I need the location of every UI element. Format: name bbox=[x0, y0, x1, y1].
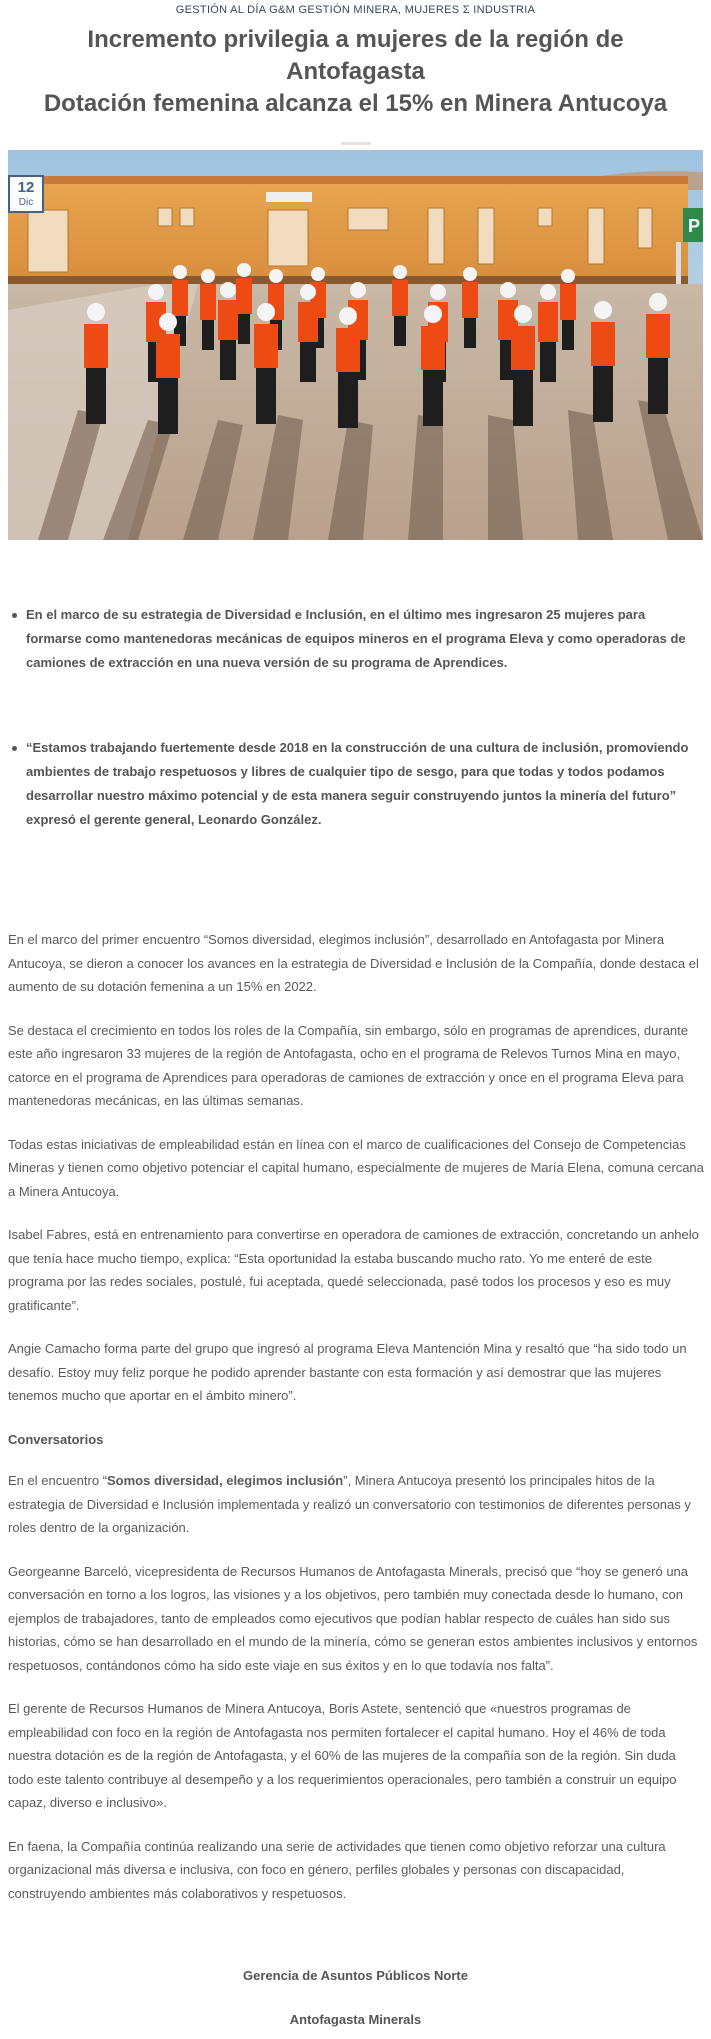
category-link-gestion-minera[interactable]: GESTIÓN MINERA bbox=[298, 4, 399, 16]
highlight-item: “Estamos trabajando fuertemente desde 2018 en la construcción de una cultura de inclusión, promoviendo ambientes de trabajo respetuosos y libres de cualquier tipo de sesgo, para que todas y todos podamos desarrollar nuestro máximo potencial y de esta manera seguir construyendo juntos la minería del futuro” expresó el gerente general, Leonardo González. bbox=[26, 736, 694, 832]
category-link-industria[interactable]: INDUSTRIA bbox=[473, 4, 536, 16]
paragraph: En el marco del primer encuentro “Somos diversidad, elegimos inclusión”, desarrollado en Antofagasta por Minera Antucoya, se dieron a conocer los avances en la estrategia de Diversidad e Inclusión de la Compañía, donde destaca el aumento de su dotación femenina a un 15% en 2022. bbox=[8, 932, 699, 994]
paragraph: Georgeanne Barceló, vicepresidenta de Recursos Humanos de Antofagasta Minerals, precisó que “hoy se generó una conversación en torno a los logros, las visiones y a los objetivos, pero también muy conectada desde lo humano, con ejemplos de trabajadores, tanto de empleados como ejecutivos que podían hablar respecto de cuáles han sido sus historias, cómo se han desarrollado en el mundo de la minería, cómo se generan estos ambientes inclusivos y entornos respetuosos, contándonos cómo ha sido este viaje en sus éxitos y en lo que todavía nos falta”. bbox=[8, 1563, 698, 1673]
article-body bbox=[8, 928, 704, 1925]
date-badge bbox=[8, 175, 44, 213]
category-links bbox=[0, 0, 711, 18]
workers-group bbox=[8, 150, 703, 540]
highlight-list-1 bbox=[26, 603, 694, 675]
paragraph: En el encuentro “Somos diversidad, elegimos inclusión”, Minera Antucoya presentó los principales hitos de la estrategia de Diversidad e Inclusión implementada y realizó un conversatorio con testimonios de diferentes personas y roles dentro de la organización. bbox=[8, 1473, 691, 1535]
paragraph: Se destaca el crecimiento en todos los roles de la Compañía, sin embargo, sólo en programas de aprendices, durante este año ingresaron 33 mujeres de la región de Antofagasta, ocho en el programa de Relevos Turnos Mina en mayo, catorce en el programa de Aprendices para operadoras de camiones de extracción y once en el programa Eleva para mantenedoras mecánicas, en las últimas semanas. bbox=[8, 1022, 688, 1108]
category-link-mujeres[interactable]: MUJERES bbox=[404, 4, 460, 16]
page-title bbox=[20, 24, 691, 120]
article bbox=[0, 0, 711, 175]
event-name: Somos diversidad, elegimos inclusión bbox=[107, 1473, 344, 1488]
category-separator: , bbox=[398, 4, 405, 16]
paragraph: Isabel Fabres, está en entrenamiento para convertirse en operadora de camiones de extracción, concretando un anhelo que tenía hace mucho tiempo, explica: “Esta oportunidad la estaba buscando mucho rato. Yo me enteré de este programa por las redes sociales, postulé, fui aceptada, quedé seleccionada, pasé todos los procesos y eso es muy gratificante”. bbox=[8, 1227, 699, 1313]
signature-company: Antofagasta Minerals bbox=[289, 2012, 422, 2027]
date-badge-month: Dic bbox=[18, 197, 34, 208]
category-link-gestion-al-dia[interactable]: GESTIÓN AL DÍA G&M bbox=[175, 4, 296, 16]
paragraph: Angie Camacho forma parte del grupo que ingresó al programa Eleva Mantención Mina y resaltó que “ha sido todo un desafío. Estoy muy feliz porque he podido aprender bastante con esta formación y así demostrar que las mujeres tenemos mucho que aportar en el ámbito minero”. bbox=[8, 1341, 687, 1403]
featured-image bbox=[8, 150, 703, 540]
date-badge-day: 12 bbox=[17, 179, 35, 196]
category-separator: Σ bbox=[459, 4, 474, 16]
page-title-line-1: Incremento privilegia a mujeres de la región de Antofagasta bbox=[87, 26, 624, 85]
highlight-item: En el marco de su estrategia de Diversidad e Inclusión, en el último mes ingresaron 25 mujeres para formarse como mantenedoras mecánicas de equipos mineros en el programa Eleva y como operadoras de camiones de extracción en una nueva versión de su programa de Aprendices. bbox=[26, 603, 694, 675]
page-title-line-2: Dotación femenina alcanza el 15% en Minera Antucoya bbox=[43, 90, 668, 117]
paragraph: El gerente de Recursos Humanos de Minera Antucoya, Boris Astete, sentenció que «nuestros programas de empleabilidad con foco en la región de Antofagasta nos permiten fortalecer el capital humano. Hoy el 46% de toda nuestra dotación es de la región de Antofagasta, y el 60% de las mujeres de la compañía son de la región. Sin duda todo este talento contribuye al desempeño y a los requerimientos operacionales, pero también a construir un equipo capaz, diverso e inclusivo». bbox=[8, 1701, 677, 1810]
parking-sign-letter: P bbox=[688, 216, 701, 236]
section-heading: Conversatorios bbox=[8, 1431, 104, 1447]
paragraph: Todas estas iniciativas de empleabilidad están en línea con el marco de cualificaciones del Consejo de Competencias Mineras y tienen como objetivo potenciar el capital humano, especialmente de mujeres de María Elena, comuna cercana a Minera Antucoya. bbox=[8, 1136, 704, 1199]
paragraph: En faena, la Compañía continúa realizando una serie de actividades que tienen como objetivo reforzar una cultura organizacional más diversa e inclusiva, con foco en género, perfiles globales y personas con discapacidad, construyendo ambientes más colaborativos y respetuosos. bbox=[8, 1838, 666, 1901]
signature-department: Gerencia de Asuntos Públicos Norte bbox=[243, 1968, 468, 1983]
title-divider bbox=[341, 142, 371, 145]
highlight-list-2 bbox=[26, 736, 694, 832]
